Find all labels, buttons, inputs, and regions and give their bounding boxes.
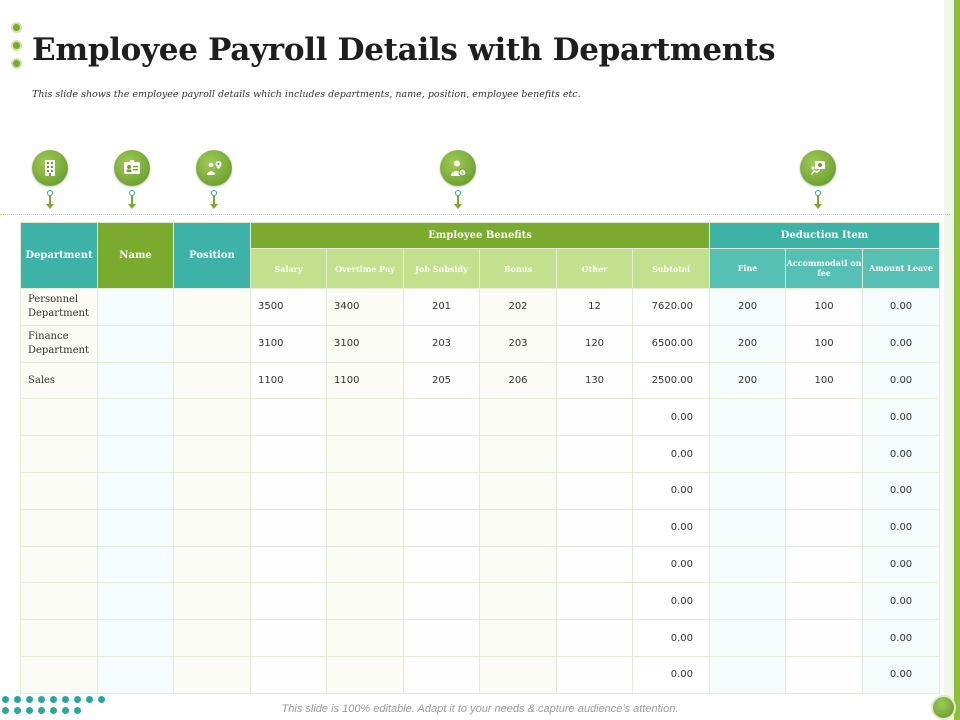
cell-job-subsidy: 201 — [404, 289, 480, 326]
location-person-icon — [196, 150, 232, 186]
cell-job-subsidy: 205 — [404, 362, 480, 399]
header-job-subsidy: Job Subsidy — [404, 249, 480, 289]
cell-bonus — [480, 583, 557, 620]
cell-position — [174, 289, 251, 326]
cell-bonus — [480, 546, 557, 583]
cell-overtime-pay — [327, 656, 404, 693]
cell-name — [98, 509, 174, 546]
cell-overtime-pay: 3100 — [327, 325, 404, 362]
cell-salary — [251, 546, 327, 583]
header-bonus: Bonus — [480, 249, 557, 289]
cell-accommodation-fee — [786, 546, 863, 583]
cell-accommodation-fee — [786, 436, 863, 473]
cell-department: Personnel Department — [21, 289, 98, 326]
building-icon — [32, 150, 68, 186]
header-salary: Salary — [251, 249, 327, 289]
cell-salary — [251, 509, 327, 546]
cell-overtime-pay — [327, 620, 404, 657]
cell-amount-leave: 0.00 — [863, 399, 940, 436]
cell-subtotal: 0.00 — [633, 583, 710, 620]
cell-position — [174, 509, 251, 546]
building-icon-group — [32, 150, 68, 186]
cell-other — [557, 620, 633, 657]
cell-subtotal: 0.00 — [633, 509, 710, 546]
table-row — [21, 583, 940, 620]
cell-overtime-pay — [327, 399, 404, 436]
cell-name — [98, 546, 174, 583]
right-accent-light — [944, 0, 954, 720]
header-name: Name — [98, 223, 174, 289]
title-dots-decoration — [11, 22, 23, 76]
cell-name — [98, 472, 174, 509]
cell-amount-leave: 0.00 — [863, 583, 940, 620]
header-department: Department — [21, 223, 98, 289]
cell-position — [174, 656, 251, 693]
cell-bonus — [480, 472, 557, 509]
cell-fine — [710, 509, 786, 546]
cell-fine — [710, 656, 786, 693]
cell-subtotal: 2500.00 — [633, 362, 710, 399]
cell-department — [21, 509, 98, 546]
cell-job-subsidy — [404, 436, 480, 473]
id-card-icon-group — [114, 150, 150, 186]
footer-circle-decoration — [931, 695, 956, 720]
cell-fine: 200 — [710, 289, 786, 326]
dotted-divider — [0, 214, 950, 215]
cell-accommodation-fee — [786, 509, 863, 546]
cell-overtime-pay: 3400 — [327, 289, 404, 326]
cell-bonus — [480, 656, 557, 693]
payment-deduction-icon — [800, 150, 836, 186]
cell-amount-leave: 0.00 — [863, 325, 940, 362]
cell-bonus: 203 — [480, 325, 557, 362]
cell-fine — [710, 583, 786, 620]
cell-position — [174, 325, 251, 362]
cell-job-subsidy: 203 — [404, 325, 480, 362]
cell-salary — [251, 656, 327, 693]
right-accent-bar — [954, 0, 960, 720]
cell-salary — [251, 620, 327, 657]
header-fine: Fine — [710, 249, 786, 289]
cell-other — [557, 472, 633, 509]
cell-other: 12 — [557, 289, 633, 326]
cell-bonus — [480, 620, 557, 657]
cell-job-subsidy — [404, 583, 480, 620]
cell-other — [557, 546, 633, 583]
cell-fine: 200 — [710, 325, 786, 362]
id-card-icon — [114, 150, 150, 186]
cell-department: Sales — [21, 362, 98, 399]
cell-position — [174, 362, 251, 399]
cell-subtotal: 0.00 — [633, 656, 710, 693]
cell-overtime-pay — [327, 472, 404, 509]
table-row — [21, 362, 940, 399]
cell-salary: 1100 — [251, 362, 327, 399]
slide-title: Employee Payroll Details with Departments — [32, 32, 776, 68]
cell-other — [557, 399, 633, 436]
header-subtotal: Subtotal — [633, 249, 710, 289]
payment-deduction-icon-group — [800, 150, 836, 186]
cell-name — [98, 325, 174, 362]
cell-salary — [251, 399, 327, 436]
cell-name — [98, 362, 174, 399]
cell-position — [174, 583, 251, 620]
table-row — [21, 546, 940, 583]
table-row — [21, 289, 940, 326]
cell-subtotal: 6500.00 — [633, 325, 710, 362]
cell-job-subsidy — [404, 546, 480, 583]
cell-fine — [710, 399, 786, 436]
table-row — [21, 436, 940, 473]
cell-department — [21, 656, 98, 693]
cell-name — [98, 436, 174, 473]
header-amount-leave: Amount Leave — [863, 249, 940, 289]
cell-position — [174, 620, 251, 657]
cell-bonus: 202 — [480, 289, 557, 326]
header-other: Other — [557, 249, 633, 289]
cell-amount-leave: 0.00 — [863, 436, 940, 473]
cell-fine — [710, 472, 786, 509]
cell-bonus — [480, 509, 557, 546]
table-row — [21, 509, 940, 546]
footer-note: This slide is 100% editable. Adapt it to your needs & capture audience’s attention. — [281, 703, 679, 715]
cell-name — [98, 289, 174, 326]
cell-department — [21, 472, 98, 509]
svg-text:$: $ — [460, 170, 465, 177]
cell-overtime-pay — [327, 583, 404, 620]
cell-bonus — [480, 436, 557, 473]
cell-accommodation-fee: 100 — [786, 289, 863, 326]
cell-subtotal: 0.00 — [633, 472, 710, 509]
cell-accommodation-fee — [786, 472, 863, 509]
table-row — [21, 472, 940, 509]
cell-amount-leave: 0.00 — [863, 546, 940, 583]
cell-fine — [710, 436, 786, 473]
cell-accommodation-fee: 100 — [786, 362, 863, 399]
table-row — [21, 325, 940, 362]
cell-salary — [251, 436, 327, 473]
cell-subtotal: 0.00 — [633, 399, 710, 436]
cell-amount-leave: 0.00 — [863, 289, 940, 326]
cell-name — [98, 399, 174, 436]
cell-fine — [710, 546, 786, 583]
header-accommodation-fee: Accommodati on fee — [786, 249, 863, 289]
cell-subtotal: 7620.00 — [633, 289, 710, 326]
cell-subtotal: 0.00 — [633, 546, 710, 583]
header-position: Position — [174, 223, 251, 289]
cell-accommodation-fee — [786, 399, 863, 436]
cell-other: 130 — [557, 362, 633, 399]
table-row — [21, 656, 940, 693]
cell-fine — [710, 620, 786, 657]
cell-department — [21, 620, 98, 657]
cell-department: Finance Department — [21, 325, 98, 362]
cell-salary: 3500 — [251, 289, 327, 326]
cell-bonus — [480, 399, 557, 436]
cell-subtotal: 0.00 — [633, 436, 710, 473]
cell-accommodation-fee — [786, 656, 863, 693]
cell-overtime-pay — [327, 546, 404, 583]
cell-fine: 200 — [710, 362, 786, 399]
cell-accommodation-fee: 100 — [786, 325, 863, 362]
slide-subtitle: This slide shows the employee payroll details which includes departments, name, position, employee benefits etc. — [32, 89, 581, 100]
cell-salary — [251, 472, 327, 509]
cell-department — [21, 436, 98, 473]
employee-money-icon — [440, 150, 476, 186]
cell-amount-leave: 0.00 — [863, 472, 940, 509]
header-deduction-item: Deduction Item — [710, 223, 940, 249]
cell-job-subsidy — [404, 509, 480, 546]
cell-accommodation-fee — [786, 620, 863, 657]
table-row — [21, 399, 940, 436]
cell-accommodation-fee — [786, 583, 863, 620]
cell-salary — [251, 583, 327, 620]
cell-amount-leave: 0.00 — [863, 620, 940, 657]
cell-department — [21, 583, 98, 620]
cell-other — [557, 656, 633, 693]
cell-overtime-pay: 1100 — [327, 362, 404, 399]
header-overtime-pay: Overtime Pay — [327, 249, 404, 289]
payroll-table — [20, 222, 940, 694]
cell-amount-leave: 0.00 — [863, 656, 940, 693]
cell-department — [21, 546, 98, 583]
cell-other — [557, 509, 633, 546]
cell-amount-leave: 0.00 — [863, 509, 940, 546]
employee-money-icon-group — [440, 150, 476, 186]
header-employee-benefits: Employee Benefits — [251, 223, 710, 249]
cell-job-subsidy — [404, 472, 480, 509]
table-row — [21, 620, 940, 657]
cell-other — [557, 583, 633, 620]
cell-amount-leave: 0.00 — [863, 362, 940, 399]
cell-position — [174, 399, 251, 436]
cell-job-subsidy — [404, 620, 480, 657]
cell-overtime-pay — [327, 509, 404, 546]
location-person-icon-group — [196, 150, 232, 186]
cell-name — [98, 620, 174, 657]
cell-department — [21, 399, 98, 436]
cell-subtotal: 0.00 — [633, 620, 710, 657]
cell-overtime-pay — [327, 436, 404, 473]
cell-name — [98, 583, 174, 620]
cell-position — [174, 436, 251, 473]
cell-other: 120 — [557, 325, 633, 362]
cell-position — [174, 472, 251, 509]
cell-position — [174, 546, 251, 583]
cell-job-subsidy — [404, 656, 480, 693]
cell-other — [557, 436, 633, 473]
cell-name — [98, 656, 174, 693]
cell-bonus: 206 — [480, 362, 557, 399]
cell-salary: 3100 — [251, 325, 327, 362]
cell-job-subsidy — [404, 399, 480, 436]
